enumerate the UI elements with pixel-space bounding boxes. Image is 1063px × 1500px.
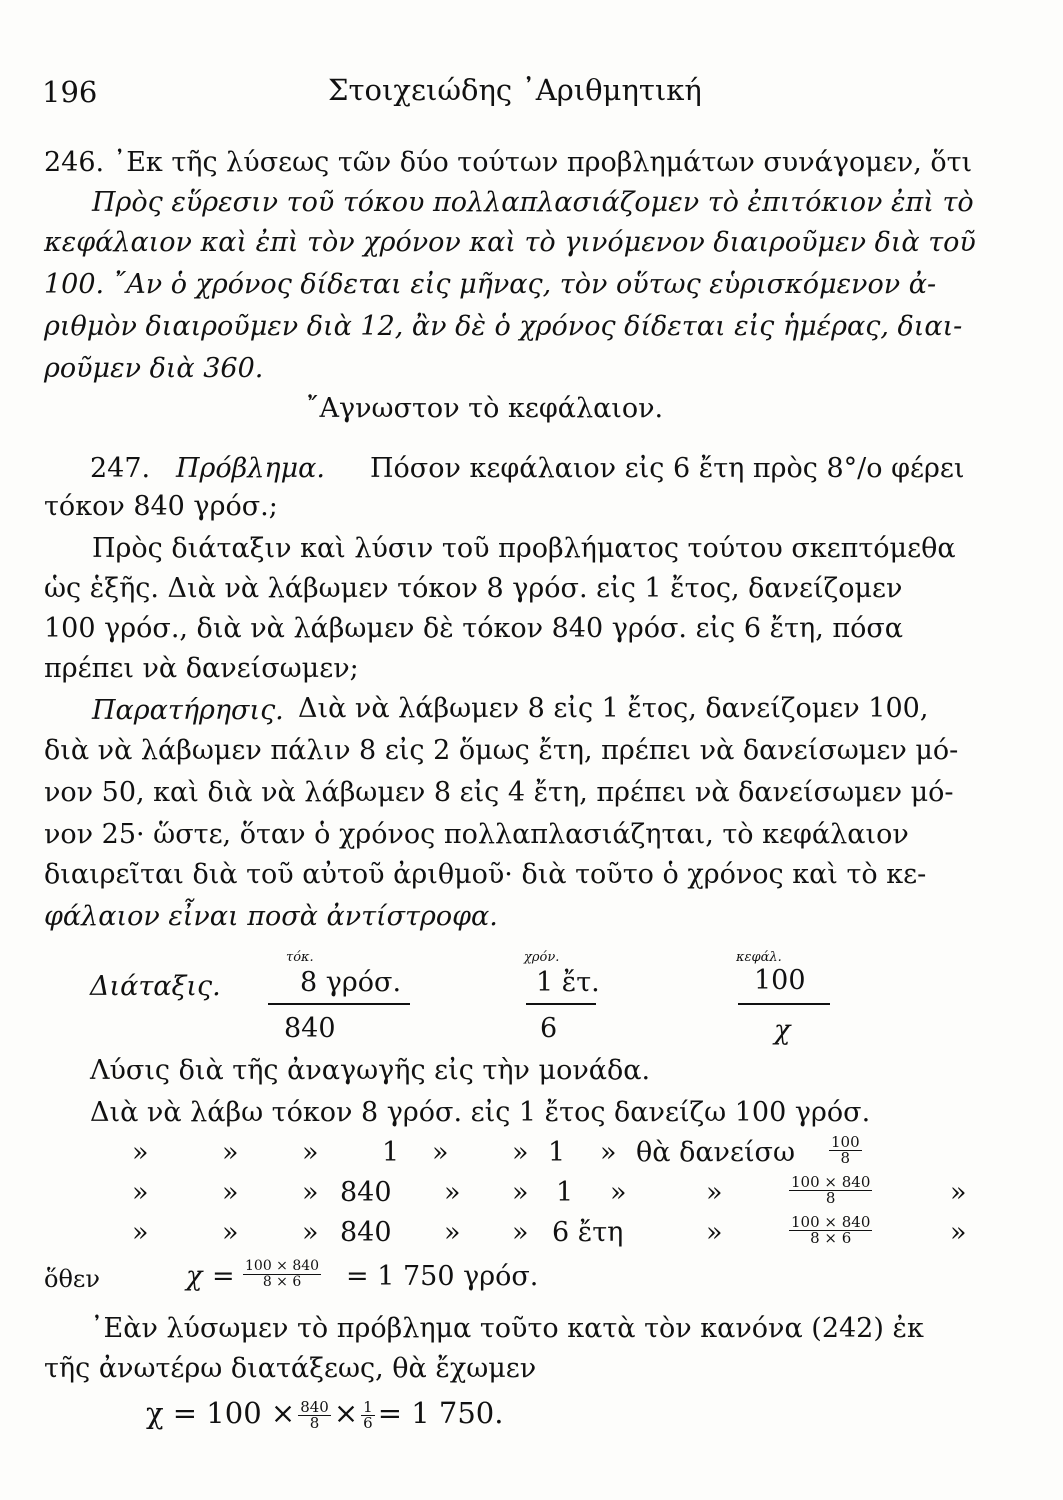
- ditto-mark: »: [302, 1177, 319, 1208]
- fraction-numerator: 100 × 840: [791, 1173, 871, 1191]
- s246-line-5: ριθμὸν διαιροῦμεν διὰ 12, ἂν δὲ ὁ χρόνος δίδεται εἰς ἡμέρας, διαι-: [44, 311, 963, 342]
- observation-line-3: νον 50, καὶ διὰ νὰ λάβωμεν 8 εἰς 4 ἔτη, πρέπει νὰ δανείσωμεν μό-: [44, 777, 954, 808]
- col-label-time: χρόν.: [524, 950, 560, 965]
- result-fraction: [240, 1257, 324, 1291]
- final-times: ×: [333, 1396, 359, 1430]
- final-formula: [146, 1396, 503, 1431]
- ditto-mark: »: [610, 1177, 627, 1208]
- solution-heading: Λύσις διὰ τῆς ἀναγωγῆς εἰς τὴν μονάδα.: [90, 1055, 651, 1086]
- para1-line-3: 100 γρόσ., διὰ νὰ λάβωμεν δὲ τόκον 840 γρόσ. εἰς 6 ἔτη, πόσα: [44, 613, 904, 644]
- running-title: Στοιχειώδης ᾿Αριθμητική: [328, 73, 702, 107]
- reduction-row2-fraction: [826, 1133, 865, 1167]
- fraction-numerator: 840: [300, 1397, 329, 1416]
- reduction-row4-fraction: [786, 1213, 875, 1247]
- ditto-mark: »: [512, 1177, 529, 1208]
- reduction-row3-fraction: [786, 1173, 875, 1207]
- page-number: 196: [42, 75, 98, 109]
- para1-line-4: πρέπει νὰ δανείσωμεν;: [44, 653, 359, 684]
- fraction-denominator: 8: [309, 1413, 320, 1432]
- reduction-line-1: Διὰ νὰ λάβω τόκον 8 γρόσ. εἰς 1 ἔτος δανείζω 100 γρόσ.: [90, 1097, 871, 1128]
- ditto-mark: »: [950, 1217, 967, 1248]
- col-label-interest: τόκ.: [286, 950, 314, 965]
- arrangement-rule-1: [268, 1003, 410, 1005]
- s247-label: Πρόβλημα.: [176, 453, 325, 484]
- fraction-numerator: 100 × 840: [245, 1258, 320, 1274]
- s246-line-2: Πρὸς εὕρεσιν τοῦ τόκου πολλαπλασιάζομεν τὸ ἐπιτόκιον ἐπὶ τὸ: [92, 187, 974, 218]
- ditto-mark: »: [432, 1137, 449, 1168]
- reduction-row3-b: 1: [556, 1177, 574, 1208]
- fraction-denominator: 8 × 6: [810, 1229, 852, 1247]
- section-heading: ῎Αγνωστον τὸ κεφάλαιον.: [306, 393, 664, 424]
- observation-line-2: διὰ νὰ λάβωμεν πάλιν 8 εἰς 2 ὅμως ἔτη, πρέπει νὰ δανείσωμεν μό-: [44, 735, 959, 766]
- result-variable: χ: [186, 1261, 203, 1292]
- ditto-mark: »: [444, 1177, 461, 1208]
- para1-line-1: Πρὸς διάταξιν καὶ λύσιν τοῦ προβλήματος τούτου σκεπτόμεθα: [92, 533, 956, 564]
- fraction-denominator: 6: [363, 1413, 373, 1432]
- fraction-denominator: 8 × 6: [262, 1274, 302, 1290]
- reduction-row3-a: 840: [340, 1177, 392, 1208]
- row1-time: 1 ἔτ.: [536, 967, 600, 998]
- reduction-row4-a: 840: [340, 1217, 392, 1248]
- row1-interest: 8 γρόσ.: [300, 967, 402, 998]
- ditto-mark: »: [512, 1217, 529, 1248]
- reduction-row2-b: 1: [548, 1137, 566, 1168]
- ditto-mark: »: [132, 1217, 149, 1248]
- fraction-numerator: 1: [363, 1397, 373, 1416]
- reduction-row2-a: 1: [382, 1137, 400, 1168]
- row1-capital: 100: [754, 965, 806, 996]
- ditto-mark: »: [132, 1137, 149, 1168]
- fraction-numerator: 100 × 840: [791, 1213, 871, 1231]
- ditto-mark: »: [600, 1137, 617, 1168]
- ditto-mark: »: [444, 1217, 461, 1248]
- s247-line-1: Πόσον κεφάλαιον εἰς 6 ἔτη πρὸς 8°/ο φέρει: [370, 453, 965, 484]
- s246-line-3: κεφάλαιον καὶ ἐπὶ τὸν χρόνον καὶ τὸ γινόμενον διαιροῦμεν διὰ τοῦ: [44, 227, 976, 258]
- ditto-mark: »: [222, 1217, 239, 1248]
- fraction-numerator: 100: [831, 1133, 860, 1151]
- ditto-mark: »: [222, 1137, 239, 1168]
- row2-capital: χ: [774, 1015, 791, 1046]
- rule-line-2: τῆς ἀνωτέρω διατάξεως, θὰ ἔχωμεν: [44, 1353, 537, 1384]
- final-rhs: = 1 750.: [377, 1396, 504, 1430]
- observation-line-4: νον 25· ὥστε, ὅταν ὁ χρόνος πολλαπλασιάζηται, τὸ κεφάλαιον: [44, 819, 909, 850]
- ditto-mark: »: [222, 1177, 239, 1208]
- ditto-mark: »: [706, 1217, 723, 1248]
- col-label-capital: κεφάλ.: [736, 950, 782, 965]
- observation-line-1: Διὰ νὰ λάβωμεν 8 εἰς 1 ἔτος, δανείζομεν 100,: [298, 693, 929, 724]
- observation-line-5: διαιρεῖται διὰ τοῦ αὐτοῦ ἀριθμοῦ· διὰ τοῦτο ὁ χρόνος καὶ τὸ κε-: [44, 859, 927, 890]
- reduction-row4-b: 6 ἔτη: [552, 1217, 624, 1248]
- s247-number: 247.: [90, 453, 151, 484]
- ditto-mark: »: [302, 1217, 319, 1248]
- s247-line-2: τόκον 840 γρόσ.;: [44, 491, 278, 522]
- arrangement-rule-3: [738, 1003, 830, 1005]
- s246-line-1: 246. ᾿Εκ τῆς λύσεως τῶν δύο τούτων προβλημάτων συνάγομεν, ὅτι: [44, 147, 973, 178]
- ditto-mark: »: [132, 1177, 149, 1208]
- row2-interest: 840: [284, 1013, 336, 1044]
- result-equals: =: [212, 1261, 235, 1292]
- arrangement-rule-2: [526, 1003, 596, 1005]
- result-word: ὅθεν: [44, 1265, 100, 1293]
- row2-time: 6: [540, 1013, 558, 1044]
- ditto-mark: »: [950, 1177, 967, 1208]
- final-lhs: χ = 100 ×: [146, 1396, 296, 1430]
- observation-label: Παρατήρησις.: [92, 695, 284, 726]
- s246-line-6: ροῦμεν διὰ 360.: [44, 353, 264, 384]
- reduction-row2-c: θὰ δανείσω: [636, 1137, 795, 1168]
- s246-line-4: 100. ῎Αν ὁ χρόνος δίδεται εἰς μῆνας, τὸν οὕτως εὑρισκόμενον ἀ-: [44, 269, 937, 300]
- ditto-mark: »: [512, 1137, 529, 1168]
- fraction-denominator: 8: [840, 1149, 851, 1167]
- arrangement-label: Διάταξις.: [90, 971, 221, 1002]
- ditto-mark: »: [706, 1177, 723, 1208]
- result-value: = 1 750 γρόσ.: [346, 1261, 539, 1292]
- ditto-mark: »: [302, 1137, 319, 1168]
- para1-line-2: ὡς ἑξῆς. Διὰ νὰ λάβωμεν τόκον 8 γρόσ. εἰς 1 ἔτος, δανείζομεν: [44, 573, 903, 604]
- rule-line-1: ᾿Εὰν λύσωμεν τὸ πρόβλημα τοῦτο κατὰ τὸν κανόνα (242) ἐκ: [90, 1313, 924, 1344]
- fraction-denominator: 8: [825, 1189, 836, 1207]
- observation-line-6: φάλαιον εἶναι ποσὰ ἀντίστροφα.: [44, 901, 498, 932]
